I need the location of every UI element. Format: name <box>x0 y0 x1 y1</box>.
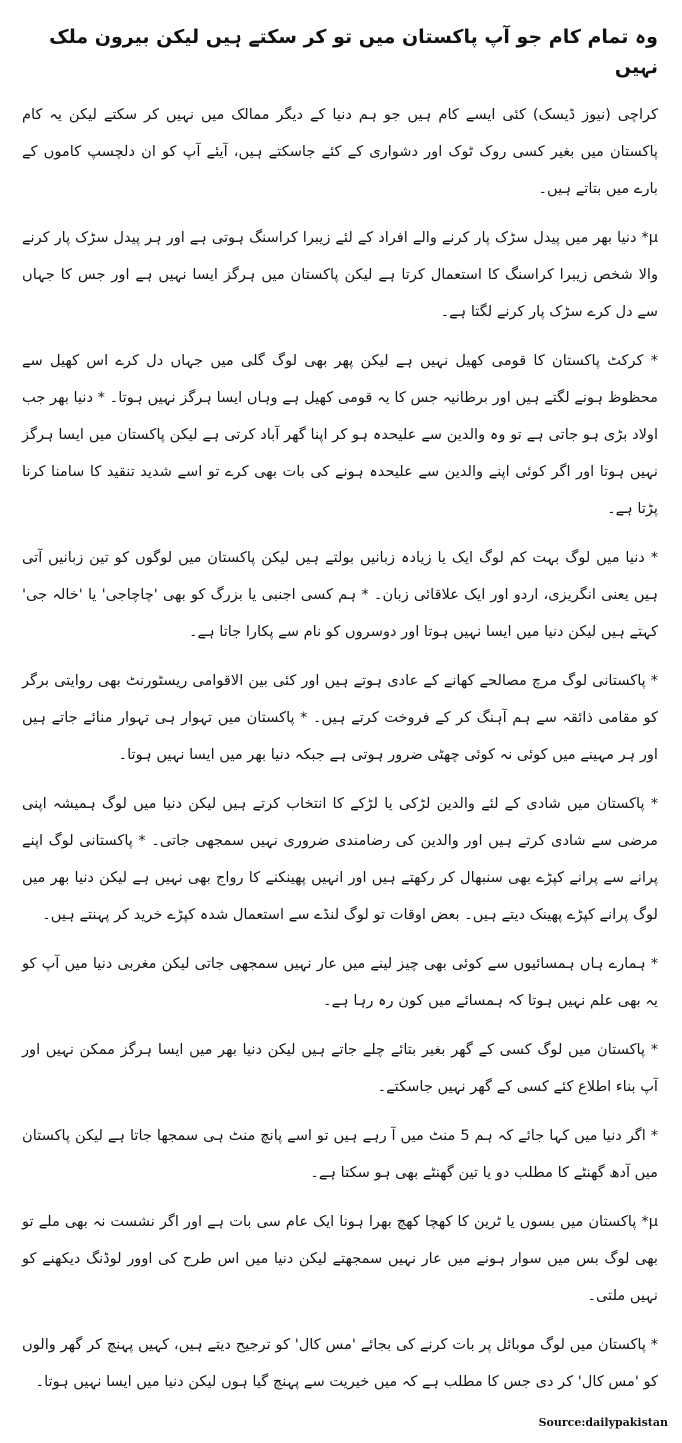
paragraph-visits: * پاکستان میں لوگ کسی کے گھر بغیر بتائے چلے جاتے ہیں لیکن دنیا بھر میں ایسا ہرگز ممکن نہیں اور آپ بناء اطلاع کئے کسی کے گھر نہیں جاسکتے۔ <box>22 1041 658 1095</box>
paragraph-zebra-crossing: µ* دنیا بھر میں پیدل سڑک پار کرنے والے افراد کے لئے زیبرا کراسنگ ہوتی ہے اور ہر پیدل سڑک پار کرنے والا شخص زیبرا کراسنگ کا استعمال کرتا ہے لیکن پاکستان میں ہرگز ایسا نہیں ہے اور جس کا جہاں سے دل کرے سڑک پار کرنے لگتا ہے۔ <box>22 229 658 320</box>
paragraph-time: * اگر دنیا میں کہا جائے کہ ہم 5 منٹ میں آ رہے ہیں تو اسے پانچ منٹ ہی سمجھا جاتا ہے لیکن پاکستان میں آدھ گھنٹے کا مطلب دو یا تین گھنٹے بھی ہو سکتا ہے۔ <box>22 1127 658 1181</box>
article-headline: وہ تمام کام جو آپ پاکستان میں تو کر سکتے ہیں لیکن بیرون ملک نہیں <box>49 26 658 78</box>
paragraph-languages: * دنیا میں لوگ بہت کم لوگ ایک یا زیادہ زبانیں بولتے ہیں لیکن پاکستان میں لوگوں کو تین زبانیں آتی ہیں یعنی انگریزی، اردو اور ایک علاقائی زبان۔ * ہم کسی اجنبی یا بزرگ کو بھی 'چاچاجی' یا 'خالہ جی' کہتے ہیں لیکن دنیا میں ایسا نہیں ہوتا اور دوسروں کو نام سے پکارا جاتا ہے۔ <box>22 549 658 640</box>
paragraph-neighbours: * ہمارے ہاں ہمسائیوں سے کوئی بھی چیز لینے میں عار نہیں سمجھی جاتی لیکن مغربی دنیا میں آپ کو یہ بھی علم نہیں ہوتا کہ ہمسائے میں کون رہ رہا ہے۔ <box>22 955 658 1009</box>
paragraph-marriage-clothes: * پاکستان میں شادی کے لئے والدین لڑکی یا لڑکے کا انتخاب کرتے ہیں لیکن دنیا میں لوگ ہمیشہ اپنی مرضی سے شادی کرتے ہیں اور والدین کی رضامندی ضروری نہیں سمجھی جاتی۔ * پاکستانی لوگ اپنے پرانے سے پرانے کپڑے بھی سنبھال کر رکھتے ہیں اور انہیں پھینکنے کا رواج بھی نہیں ہے لیکن دنیا بھر میں لوگ پرانے کپڑے پھینک دیتے ہیں۔ بعض اوقات تو لوگ لنڈے سے استعمال شدہ کپڑے خرید کر پہنتے ہیں۔ <box>22 795 658 923</box>
source-credit: Source:dailypakistan <box>538 1416 668 1429</box>
paragraph-food-holidays: * پاکستانی لوگ مرچ مصالحے کھانے کے عادی ہوتے ہیں اور کئی بین الاقوامی ریسٹورنٹ بھی روایتی برگر کو مقامی ذائقہ سے ہم آہنگ کر کے فروخت کرتے ہیں۔ * پاکستان میں تہوار ہی تہوار منائے جاتے ہیں اور ہر مہینے میں کوئی نہ کوئی چھٹی ضرور ہوتی ہے جبکہ دنیا بھر میں ایسا نہیں ہوتا۔ <box>22 672 658 763</box>
paragraph-intro: کراچی (نیوز ڈیسک) کئی ایسے کام ہیں جو ہم دنیا کے دیگر ممالک میں نہیں کر سکتے لیکن یہ کام پاکستان میں بغیر کسی روک ٹوک اور دشواری کے کئے جاسکتے ہیں، آیئے آپ کو ان دلچسپ کاموں کے بارے میں بتاتے ہیں۔ <box>22 106 658 197</box>
paragraph-missed-call: * پاکستان میں لوگ موبائل پر بات کرنے کی بجائے 'مس کال' کو ترجیح دیتے ہیں، کہیں پہنچ کر گھر والوں کو 'مس کال' کر دی جس کا مطلب ہے کہ میں خیریت سے پہنچ گیا ہوں لیکن دنیا میں ایسا نہیں ہوتا۔ <box>22 1336 658 1390</box>
paragraph-transport: µ* پاکستان میں بسوں یا ٹرین کا کھچا کھچ بھرا ہونا ایک عام سی بات ہے اور اگر نشست نہ بھی ملے تو بھی لوگ بس میں سوار ہونے میں عار نہیں سمجھتے لیکن دنیا میں اس طرح کی اوور لوڈنگ دیکھنے کو نہیں ملتی۔ <box>22 1213 658 1304</box>
paragraph-cricket-family: * کرکٹ پاکستان کا قومی کھیل نہیں ہے لیکن پھر بھی لوگ گلی میں جہاں دل کرے اس کھیل سے محظوظ ہونے لگتے ہیں اور برطانیہ جس کا یہ قومی کھیل ہے وہاں ایسا ہرگز نہیں ہوتا۔ * دنیا بھر جب اولاد بڑی ہو جاتی ہے تو وہ والدین سے علیحدہ ہو کر اپنا گھر آباد کرتی ہے لیکن پاکستان میں ایسا ہرگز نہیں ہوتا اور اگر کوئی اپنے والدین سے علیحدہ ہونے کی بات بھی کرے تو اسے شدید تنقید کا سامنا کرنا پڑتا ہے۔ <box>22 352 658 517</box>
